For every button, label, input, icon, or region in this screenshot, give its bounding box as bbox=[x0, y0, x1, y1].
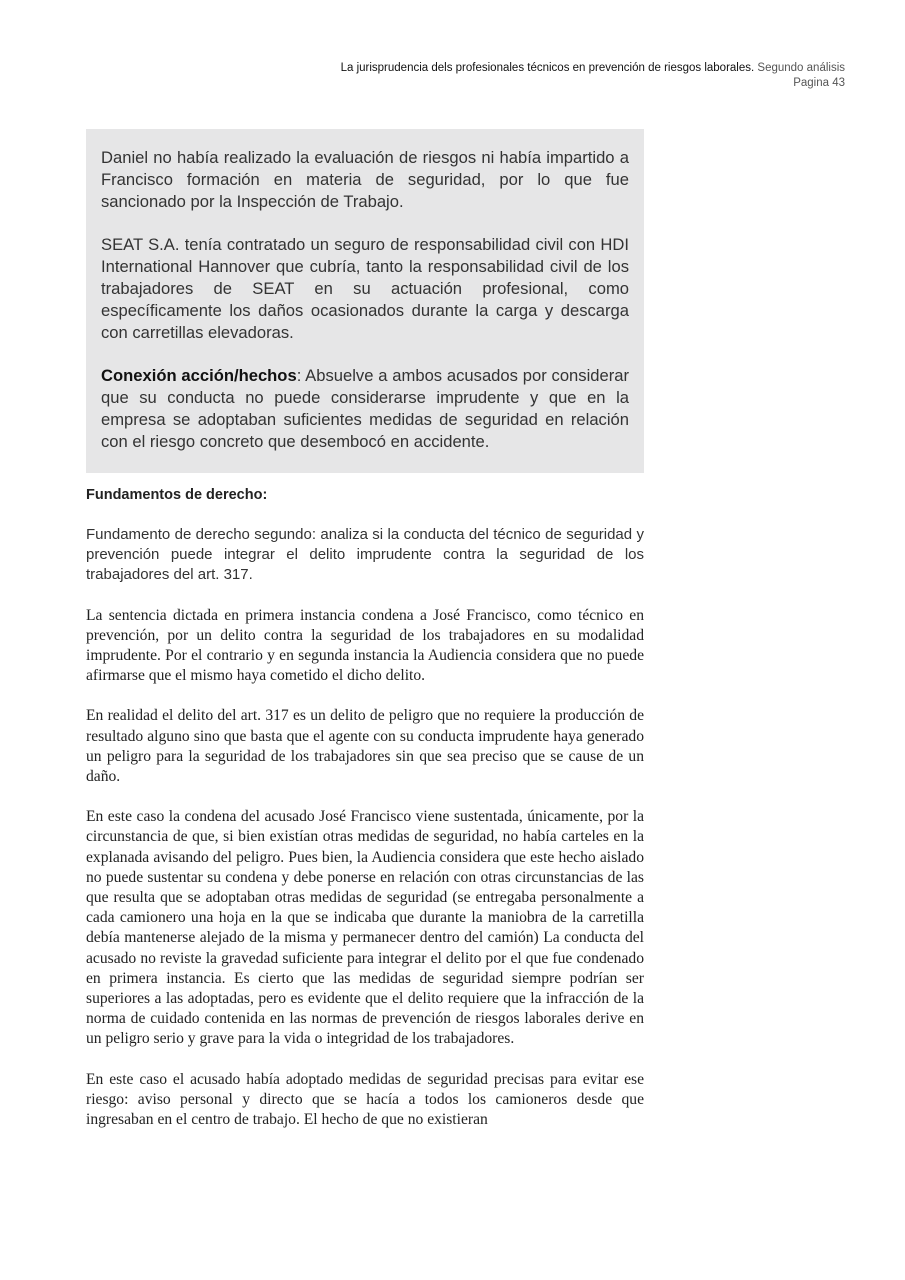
paragraph-4: En este caso la condena del acusado José Francisco viene sustentada, únicamente, por la circunstancia de que, si bien existían otras medidas de seguridad, no había carteles en la explanada avisando del peligro. Pues bien, la Audiencia considera que este hecho aislado no puede sustentar su condena y debe ponerse en relación con otras circunstancias de las que resulta que se adoptaban otras medidas de seguridad (se entregaba personalmente a cada camionero una hoja en la que se indicaba que durante la maniobra de la carretilla debía mantenerse alejado de la misma y permanecer dentro del camión) La conducta del acusado no reviste la gravedad suficiente para integrar el delito por el que fue condenado en primera instancia. Es cierto que las medidas de seguridad siempre podrían ser superiores a las adoptadas, pero es evidente que el delito requiere que la infracción de la norma de cuidado contenida en las normas de prevención de riesgos laborales derive en un peligro serio y grave para la vida o integridad de los trabajadores. bbox=[86, 808, 644, 1048]
body-text bbox=[86, 525, 644, 1150]
running-header bbox=[341, 61, 845, 91]
paragraph-2: La sentencia dictada en primera instancia condena a José Francisco, como técnico en prevención, por un delito contra la seguridad de los trabajadores en su modalidad imprudente. Por el contrario y en segunda instancia la Audiencia considera que no puede afirmarse que el mismo haya cometido el dicho delito. bbox=[86, 606, 644, 685]
box-paragraph-3-text: : Absuelve a ambos acusados por considerar que su conducta no puede considerarse imprudente y que en la empresa se adoptaban suficientes medidas de seguridad en relación con el riesgo concreto que desembocó en accidente. bbox=[101, 366, 629, 451]
box-paragraph-3 bbox=[101, 365, 629, 453]
header-section: Segundo análisis bbox=[757, 62, 845, 74]
paragraph-5: En este caso el acusado había adoptado medidas de seguridad precisas para evitar ese riesgo: aviso personal y directo que se hacía a todos los camioneros desde que ingresaban en el centro de trabajo. El hecho de que no existieran bbox=[86, 1070, 644, 1129]
paragraph-1: Fundamento de derecho segundo: analiza si la conducta del técnico de seguridad y prevención puede integrar el delito imprudente contra la seguridad de los trabajadores del art. 317. bbox=[86, 526, 644, 584]
paragraph-3: En realidad el delito del art. 317 es un delito de peligro que no requiere la producción de resultado alguno sino que basta que el agente con su conducta imprudente haya generado un peligro para la seguridad de los trabajadores sin que sea preciso que se cause de un daño. bbox=[86, 707, 644, 786]
section-heading: Fundamentos de derecho: bbox=[86, 487, 268, 503]
box-paragraph-3-label: Conexión acción/hechos bbox=[101, 366, 297, 385]
box-paragraph-2: SEAT S.A. tenía contratado un seguro de responsabilidad civil con HDI International Hannover que cubría, tanto la responsabilidad civil de los trabajadores de SEAT en su actuación profesional, como específicamente los daños ocasionados durante la carga y descarga con carretillas elevadoras. bbox=[101, 235, 629, 342]
case-summary-box bbox=[86, 129, 644, 473]
box-paragraph-1: Daniel no había realizado la evaluación de riesgos ni había impartido a Francisco formación en materia de seguridad, por lo que fue sancionado por la Inspección de Trabajo. bbox=[101, 148, 629, 211]
header-title-line bbox=[341, 61, 845, 76]
header-title: La jurisprudencia dels profesionales técnicos en prevención de riesgos laborales. bbox=[340, 62, 755, 74]
page-number: Pagina 43 bbox=[793, 77, 845, 89]
